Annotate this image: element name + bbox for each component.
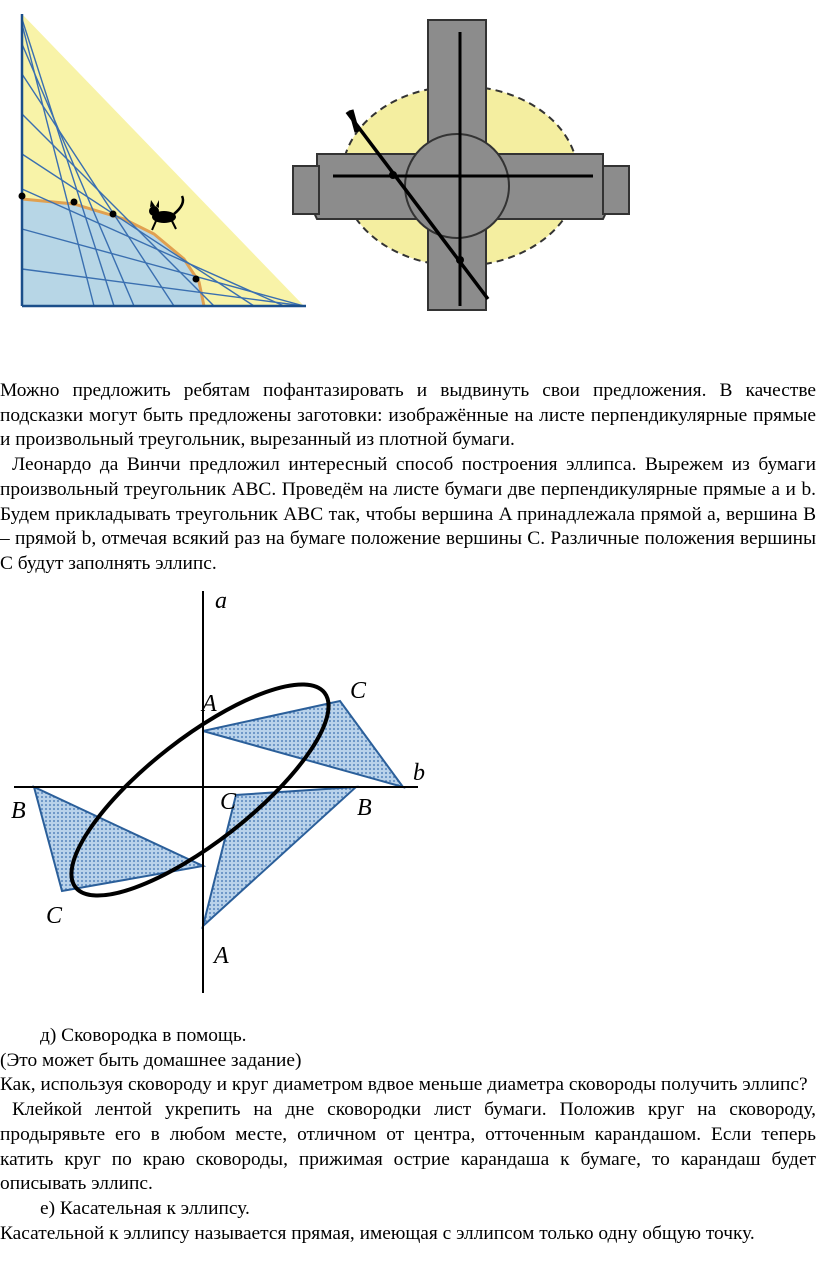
triangle-top	[203, 701, 403, 787]
label-bottom-A: A	[214, 943, 229, 969]
cross-left-cap	[293, 166, 319, 214]
pencil-tip	[351, 110, 357, 132]
leonardo-figure	[0, 583, 450, 1003]
paragraph-2: Леонардо да Винчи предложил интересный способ построения эллипса. Вырежем из бумаги произвольный треугольник ABC. Проведём на листе бумаги две перпендикулярные прямые a и b. Будем прикладывать треугольник ABC так, чтобы вершина A принадлежала прямой a, вершина B – прямой b, отмечая всякий раз на бумаге положение вершины C. Различные положения вершины C будут заполнять эллипс.	[0, 454, 816, 574]
label-center-C: C	[220, 789, 237, 815]
envelope-figure	[14, 14, 314, 314]
label-top-A: A	[202, 691, 217, 717]
label-left-B: B	[11, 798, 26, 824]
label-left-C: C	[46, 903, 63, 929]
paragraph-6: Клейкой лентой укрепить на дне сковородки лист бумаги. Положив круг на сковороду, продырявьте его в любом месте, отличном от центра, отточенным карандашом. Если теперь катить круг по краю сковороды, прижимая острие карандаша к бумаге, то карандаш будет описывать эллипс.	[0, 1099, 816, 1195]
pin-1	[389, 171, 397, 179]
ellipsograph-figure	[285, 14, 635, 319]
paragraph-4: (Это может быть домашнее задание)	[0, 1049, 302, 1071]
label-line-a: a	[215, 588, 227, 614]
paragraph-7: е) Касательная к эллипсу.	[40, 1197, 250, 1219]
paragraph-3: д) Сковородка в помощь.	[40, 1025, 247, 1046]
center-disc	[405, 134, 509, 238]
label-top-C: C	[350, 678, 367, 704]
label-right-B: B	[357, 795, 372, 821]
cross-right-cap	[603, 166, 629, 214]
triangle-left	[34, 787, 203, 891]
paragraph-1: Можно предложить ребятам пофантазировать и выдвинуть свои предложения. В качестве подсказки могут быть предложены заготовки: изображённые на листе перпендикулярные прямые и произвольный треугольник, вырезанный из плотной бумаги.	[0, 380, 816, 451]
label-line-b: b	[413, 760, 425, 786]
paragraph-5: Как, используя сковороду и круг диаметром вдвое меньше диаметра сковороды получить эллипс?	[0, 1074, 808, 1096]
pin-2	[456, 256, 464, 264]
paragraph-8: Касательной к эллипсу называется прямая, имеющая с эллипсом только одну общую точку.	[0, 1222, 755, 1244]
